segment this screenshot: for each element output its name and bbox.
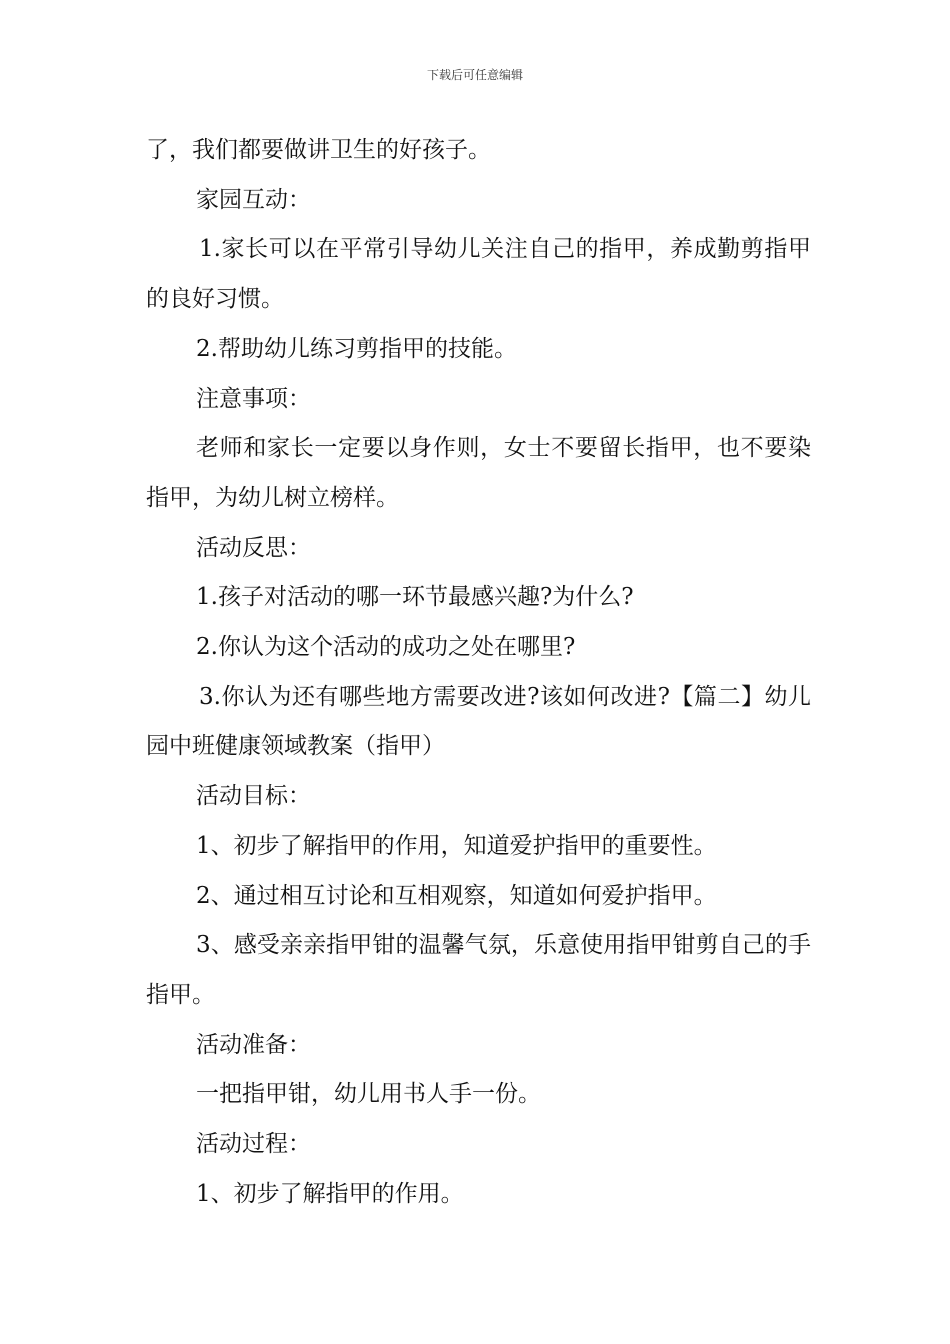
section-heading: 活动反思： (196, 534, 311, 561)
list-item: 3、感受亲亲指甲钳的温馨气氛，乐意使用指甲钳剪自己的手指甲。 (146, 932, 811, 1008)
section-heading: 家园互动： (196, 186, 311, 213)
list-item: 2、通过相互讨论和互相观察，知道如何爱护指甲。 (196, 882, 717, 909)
list-item: 1.孩子对活动的哪一环节最感兴趣?为什么? (196, 584, 634, 611)
section-heading: 活动目标： (196, 783, 311, 810)
list-item: 1、初步了解指甲的作用，知道爱护指甲的重要性。 (196, 832, 717, 859)
list-item: 2.你认为这个活动的成功之处在哪里? (196, 634, 576, 661)
page-header: 下载后可任意编辑 (426, 68, 523, 82)
paragraph: 一把指甲钳，幼儿用书人手一份。 (196, 1081, 541, 1108)
section-heading: 活动准备： (196, 1031, 311, 1058)
paragraph: 老师和家长一定要以身作则，女士不要留长指甲，也不要染指甲，为幼儿树立榜样。 (146, 435, 811, 511)
section-heading: 活动过程： (196, 1131, 311, 1158)
list-item: 3.你认为还有哪些地方需要改进?该如何改进?【篇二】幼儿园中班健康领域教案（指甲） (146, 683, 811, 760)
document-body (146, 126, 811, 1219)
list-item: 1.家长可以在平常引导幼儿关注自己的指甲，养成勤剪指甲的良好习惯。 (146, 236, 811, 313)
list-item: 1、初步了解指甲的作用。 (196, 1180, 464, 1207)
section-heading: 注意事项： (196, 385, 311, 412)
paragraph: 了，我们都要做讲卫生的好孩子。 (146, 137, 491, 163)
list-item: 2.帮助幼儿练习剪指甲的技能。 (196, 335, 517, 362)
